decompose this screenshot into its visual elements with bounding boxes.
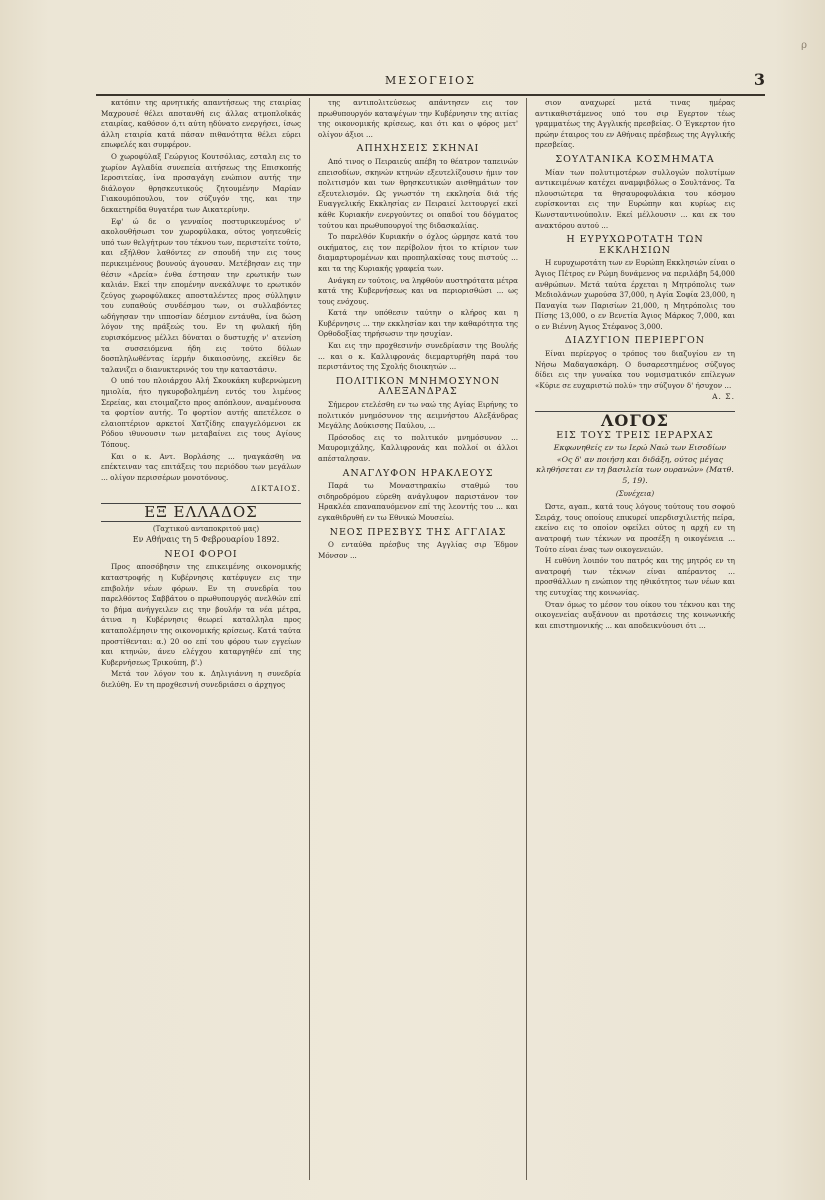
paragraph: Προς αποσόβησιν της επικειμένης οικονομικής καταστροφής η Κυβέρνησις κατέφυγεν εις την επιβολήν νέων φόρων. Εν τη συνεδρία του παρελθόντος Σαββάτου ο πρωθυπουργός ανελθών επί το βήμα ανήγγειλεν εις την βουλήν τα νέα μέτρα, άτινα η Κυβέρνησις θεωρεί καταλληλα προς καταπολέμησιν της οικονομικής κρίσεως. Κατά ταύτα προστίθενται: α.) 20 οο επί του φόρου των εγγείων και κτηνών, άνευ ελέγχου καταργηθέν επί της Κυβερνήσεως Τρικούπη, β'.)	[101, 562, 301, 667]
dateline: Εν Αθήναις τη 5 Φεβρουαρίου 1892.	[132, 535, 280, 545]
paragraph: της αντιπολιτεύσεως απάντησεν εις τον πρωθυπουργόν καταψέγων την Κυβέρνησιν της αιτίας της οικονομικής κρίσεως, και ότι και ο φόρος μετ' ολίγον άξιοι ...	[318, 98, 518, 139]
continuation-note: (Συνέχεια)	[615, 489, 655, 498]
article-heading: ΣΟΥΛΤΑΝΙΚΑ ΚΟΣΜΗΜΑΤΑ	[555, 153, 715, 165]
column-1	[101, 98, 301, 1180]
page-number: 3	[753, 70, 765, 89]
paragraph: Το παρελθόν Κυριακήν ο όχλος ώρμησε κατά του οικήματος, εις τον περίβολον ήτοι το κτίριον των διαμαρτυρομένων και προπηλακίσας τους πιστούς ... και τα της Κυριακής γραφεία των.	[318, 232, 518, 273]
column-rule	[309, 98, 310, 1180]
paragraph: Μίαν των πολυτιμοτέρων συλλογών πολυτίμων αντικειμένων κατέχει αναμφιβόλως ο Σουλτάνος. Τα πλουσιώτερα τα θησαυροφυλάκια του κόσμου ευρίσκονται εις την Ευρώπην και κυρίως εις Κωνσταντινούπολιν. Εκεί μέλλουσιν ... και εκ του ανακτόρου αυτού ...	[535, 167, 735, 230]
article-heading: ΑΠΗΧΗΣΕΙΣ ΣΚΗΝΑΙ	[356, 143, 480, 155]
paragraph: σιον αναχωρεί μετά τινας ημέρας αντικαθιστάμενος υπό του σιρ Εγερτον τέως γραμματέως της Αγγλικής πρεσβείας. Ο Έγκερτον ήτο πρώην έταιρος του εν Αθήναις πρέσβεως της Αγγλικής πρεσβείας.	[535, 98, 735, 150]
column-3	[535, 98, 735, 1180]
paragraph: Κατά την υπόθεσιν ταύτην ο κλήρος και η Κυβέρνησις ... την εκκλησίαν και την καθαρότητα της Ορθοδοξίας τηρήσωσιν την ησυχίαν.	[318, 308, 518, 339]
epigraph-line: Εκφωνηθείς εν τω Ιερώ Ναώ των Εισοδίων	[553, 443, 727, 453]
paragraph: Ανάγκη εν τούτοις, να ληφθούν αυστηρότατα μέτρα κατά της Κυβερνήσεως και να περιορισθώσι ... ως τους ενόχους.	[318, 275, 518, 306]
paragraph: Ο ενταύθα πρέσβυς της Αγγλίας σιρ Έδμον Μόνσον ...	[318, 540, 518, 560]
masthead-title: ΜΕΣΟΓΕΙΟΣ	[385, 74, 476, 87]
column-rule	[526, 98, 527, 1180]
paragraph: Εφ' ώ δε ο γενναίος ποστυρικευμένος ν' ακολουθήσωσι τον χωροφύλακα, ούτος γοητευθείς υπό των θελγήτρων του τέκνου των, περιστείτε τούτο, και εξήλθον λαθόντες εν σπουδή την εις τους περικειμένους βουνούς άγουσαν. Μετέβησαν εις την θέσιν «Δρεία» ένθα έστησαν την ερωτικήν των καλιάν. Εκεί την επομένην ανεκάλυψε το ερωτικόν ζεύγος χωροφύλακες αποσταλέντες προς σύλληψιν του ευπαθούς συνδέσμου των, οι συλλαβόντες ωδήγησαν την ιπποσίαν δέσμιον εντάυθα, ίνα δώση λόγον της πράξεώς του. Εν τη φυλακή ήδη ευρισκόμενος μέλλει δύναται ο δυστυχής ν' ατενίση τα συσσειόμενα ήδη εις τούτο δύλων δοσπληλωθέντας ίερμήν δικαιοσύνης, εκείθεν δε ταλανιζει ο διανυκτερινός του την καταστάσιν.	[101, 216, 301, 374]
paragraph: Από τινος ο Πειραιεύς απέβη το θέατρον ταπεινών επεισοδίων, σκηνών κτηνών εξευτελίζουσιν ήμιν τον πολιτισμόν και των θρησκευτικών αισθημάτων τον εξευτελισμόν. Ως γνωστόν τη εκκλησία διά τής Ευαγγελικής Εκκλησίας εν Πειραιεί λειτουργεί εκεί κάθε Κυριακήν ενεργούντες οι οπαδοί του δόγματος τούτου και πρωθυπουργοί της διδασκαλίας.	[318, 156, 518, 230]
masthead	[96, 70, 765, 96]
paragraph: κατόπιν της αρνητικής απαντήσεως της εταιρίας Μαχρουσέ θέλει αποτανθή εις άλλας ατμοπλοϊκάς εταιρίας, καθόσον ό,τι αύτη ηδύνατο ενεργήσει, ίσως άλλη εταιρία κατά πάσαν πιθανότητα θέλει εύρει επωφελές και συμφέρον.	[101, 98, 301, 150]
paragraph: Ο χωροφύλαξ Γεώργιος Κουτσόλιας, εσταλη εις το χωρίον Αγλαδία συνεπεία αιτήσεως της Επισκοπής Ιεροσιτείας, ίνα προσαγάγη ενώπιον αυτής την διάλογον θρησκευτικούς ζητουμένην Μαρίαν Γιακουμόπουλου, τον σύζυγόν της, και την δεκαετηρίδα θυγατέρα των Αικατερίνην.	[101, 151, 301, 214]
corner-mark: ρ	[801, 40, 807, 51]
paragraph: Και εις την προχθεσινήν συνεδρίασιν της Βουλής ... και ο κ. Καλλιφρονάς διεμαρτυρήθη παρά του περιστάντος της Σχολής διοικητών ...	[318, 341, 518, 372]
paragraph: Μετά τον λόγον του κ. Δηλιγιάννη η συνεδρία διελύθη. Εν τη προχθεσινή συνεδριάσει ο άρχηγος	[101, 669, 301, 689]
paragraph: Η ευρυχωροτάτη των εν Ευρώπη Εκκλησιών είναι ο Άγιος Πέτρος εν Ρώμη δυνάμενος να περιλάβη 54,000 ανθρώπων. Μετά ταύτα έρχεται η Μητρόπολις των Μεδιολάνων χωρούσα 37,000, η Αγία Σοφία 23,000, η Παναγία των Παρισίων 21,000, η Μητρόπολις του Πίσης 13,000, ο εν Βενετία Άγιος Μάρκος 7,000, και ο εν Βιέννη Άγιος Στέφανος 3,000.	[535, 258, 735, 331]
article-heading: ΝΕΟΣ ΠΡΕΣΒΥΣ ΤΗΣ ΑΓΓΛΙΑΣ	[329, 526, 507, 538]
feature-subheading: ΕΙΣ ΤΟΥΣ ΤΡΕΙΣ ΙΕΡΑΡΧΑΣ	[556, 429, 714, 441]
article-heading: ΔΙΑΖΥΓΙΟΝ ΠΕΡΙΕΡΓΟΝ	[564, 335, 706, 347]
paragraph: Και ο κ. Αντ. Βορλάσης ... ηναγκάσθη να επέκτειναν τας επιτάξεις του περιόδου των μεγάλων ... ολίγον περισσέρων μονοτόνους.	[101, 451, 301, 482]
article-heading: ΑΝΑΓΛΥΦΟΝ ΗΡΑΚΛΕΟΥΣ	[342, 467, 494, 479]
paragraph: Όταν όμως το μέσον του οίκου του τέκνου και της οικογενείας αυξάνουν αι προτάσεις της κοινωνικής και επιστημονικής ... και αποδεικνύουσι ότι ...	[535, 599, 735, 630]
epigraph-quote: «Ος δ' αν ποιήση και διδάξη, ούτος μέγας κληθήσεται εν τη βασιλεία των ουρανών» (Ματθ. 5, 19).	[536, 454, 734, 485]
section-heading: ΕΞ ΕΛΛΑΔΟΣ	[101, 503, 301, 522]
article-heading: ΠΟΛΙΤΙΚΟΝ ΜΝΗΜΟΣΥΝΟΝ ΑΛΕΞΑΝΔΡΑΣ	[335, 375, 501, 398]
article-heading: Η ΕΥΡΥΧΩΡΟΤΑΤΗ ΤΩΝ ΕΚΚΛΗΣΙΩΝ	[566, 234, 704, 256]
feature-heading: ΛΟΓΟΣ	[535, 411, 735, 427]
column-2	[318, 98, 518, 1180]
paragraph: Η ευθύνη λοιπόν του πατρός και της μητρός εν τη ανατροφή των τέκνων είναι απέραντος ... προσθάλλων η ενώπιον της ηθικότητος των νέων και της ευτυχίας της κοινωνίας.	[535, 556, 735, 597]
paragraph: Είναι περίεργος ο τρόπος του διαζυγίου εν τη Νήσω Μαδαγασκάρη. Ο δυσαρεστημένος σύζυγος δίδει εις την γυναίκα του νομισματικόν επίλεγων «Κύριε σε ευχαριστώ πολύ» την σύζυγον δ' ήσυχον ...	[535, 349, 735, 390]
paragraph: Παρά τω Μοναστηρακίω σταθμώ του σιδηροδρόμου εύρεθη ανάγλυφον παριστάνον τον Ηρακλέα επαναπαυόμενον επί της λεοντής του ... και εγκαθιδρυθή εν τω Εθνικώ Μουσείω.	[318, 481, 518, 522]
signature: Α. Σ.	[712, 392, 735, 402]
section-subtitle: (Ταχτικού ανταποκριτού μας)	[152, 524, 260, 533]
paragraph: Ο υπό του πλοιάρχου Αλή Σκουκάκη κυβερνώμενη ημιολία, ήτο ηγκυροβολημένη εντός του λιμένος Σερείας, και ετοιμαζετο προς απόπλουν, αναμένουσα τα φορτίον αυτής. Το φορτίον αυτής απετέλεσε ο ελαιοπτέριον αρκετοί Χατζίδης επαγγελόμενοι εκ Ρόδου ιθυνουσιν των μεταβαίνει εις τους Αγίους Τόπους.	[101, 376, 301, 449]
signature: ΔΙΚΤΑΙΟΣ.	[250, 484, 301, 494]
article-heading: ΝΕΟΙ ΦΟΡΟΙ	[164, 548, 238, 560]
paragraph: Ώστε, αγαπ., κατά τους λόγους τούτους του σοφού Σειράχ, τους οποίους επικυρεί υπερδισχιλιετής πείρα, εκείνο εις το οποίον οφείλει ούτος η αρχή εν τη ανατροφή των τέκνων να προσέξη η οικογένεια ... Τούτο είναι ένας των οικογενειών.	[535, 502, 735, 554]
paragraph: Πρόσοδος εις το πολιτικόν μνημόσυνον ... Μαυρομιχάλης, Καλλιφρονάς και πολλοί οι άλλοι απέσταλησαν.	[318, 432, 518, 463]
paragraph: Σήμερον ετελέσθη εν τω ναώ της Αγίας Ειρήνης το πολιτικόν μνημόσυνον της αειμνήστου Αλεξάνδρας Μεγάλης Δούκισσης Παύλου, ...	[318, 400, 518, 431]
